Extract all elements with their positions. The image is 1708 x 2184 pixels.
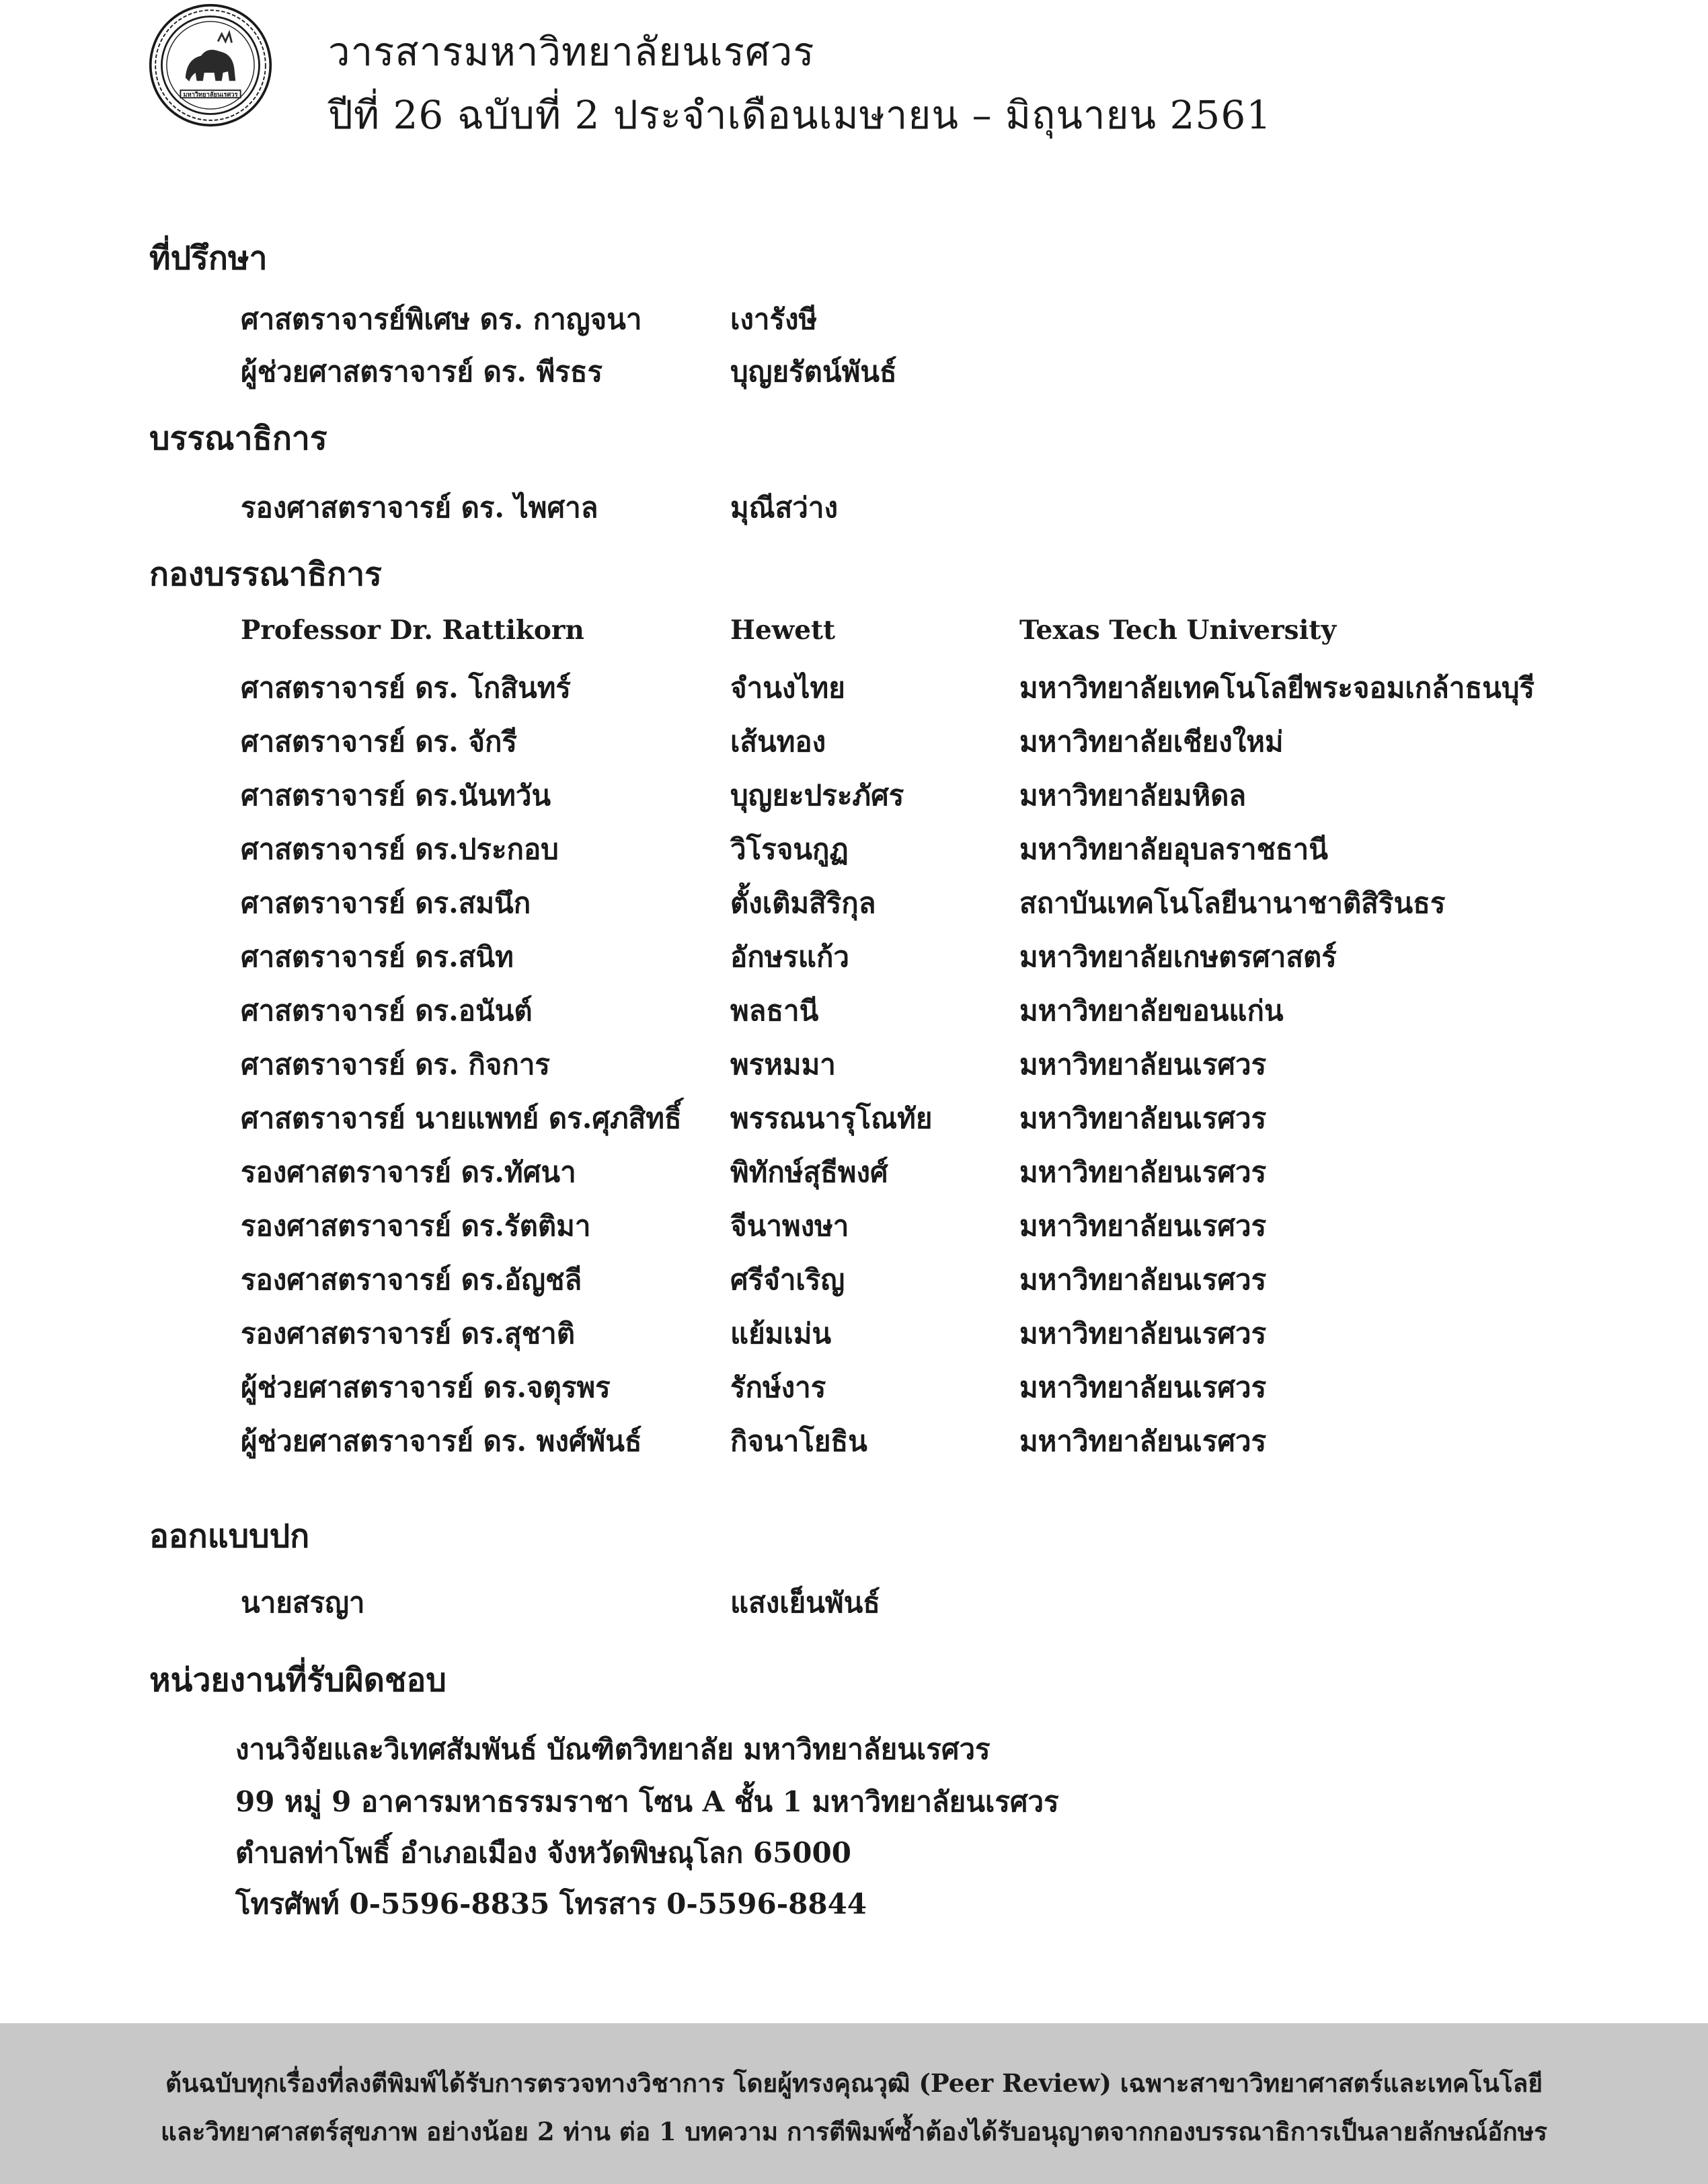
member-affiliation: มหาวิทยาลัยนเรศวร: [1019, 1371, 1267, 1404]
editor-heading: บรรณาธิการ: [149, 420, 327, 457]
member-surname: บุญยะประภัศร: [730, 779, 904, 812]
member-name: ศาสตราจารย์ ดร.สมนึก: [241, 887, 531, 919]
member-affiliation: มหาวิทยาลัยนเรศวร: [1019, 1048, 1267, 1081]
board-member-row: [0, 1419, 1708, 1460]
board-member-row: [0, 989, 1708, 1029]
editor-surname: มุณีสว่าง: [730, 491, 838, 524]
member-surname: พลธานี: [730, 994, 819, 1027]
board-member-row: [0, 1312, 1708, 1352]
member-name: รองศาสตราจารย์ ดร.ทัศนา: [241, 1156, 576, 1189]
member-name: ผู้ช่วยศาสตราจารย์ ดร. พงศ์พันธ์: [241, 1425, 642, 1458]
cover-designer-surname: แสงเย็นพันธ์: [730, 1586, 880, 1619]
member-affiliation: มหาวิทยาลัยนเรศวร: [1019, 1263, 1267, 1296]
board-member-row: [0, 881, 1708, 921]
member-name: ศาสตราจารย์ ดร. จักรี: [241, 725, 517, 758]
member-surname: พิทักษ์สุธีพงศ์: [730, 1156, 888, 1189]
contact-line: โทรศัพท์ 0-5596-8835 โทรสาร 0-5596-8844: [235, 1887, 867, 1920]
university-seal-icon: [148, 3, 273, 128]
member-surname: รักษ์งาร: [730, 1371, 826, 1404]
board-member-row: [0, 1365, 1708, 1406]
member-surname: ตั้งเติมสิริกุล: [730, 887, 876, 919]
board-member-row: [0, 666, 1708, 706]
member-surname: เส้นทอง: [730, 725, 826, 758]
member-surname: กิจนาโยธิน: [730, 1425, 867, 1458]
board-member-row: [0, 827, 1708, 868]
member-affiliation: Texas Tech University: [1019, 615, 1337, 646]
member-name: ศาสตราจารย์ นายแพทย์ ดร.ศุภสิทธิ์: [241, 1102, 682, 1135]
footer-note-line: และวิทยาศาสตร์สุขภาพ อย่างน้อย 2 ท่าน ต่อ 1 บทความ การตีพิมพ์ซ้ำต้องได้รับอนุญาตจากกองบรรณาธิการเป็นลายลักษณ์อักษร: [160, 2117, 1548, 2146]
member-surname: จำนงไทย: [730, 671, 845, 704]
member-surname: จีนาพงษา: [730, 1209, 849, 1242]
svg-text:มหาวิทยาลัยนเรศวร: มหาวิทยาลัยนเรศวร: [183, 91, 238, 99]
member-surname: วิโรจนกูฏ: [730, 833, 849, 866]
responsible-unit-heading: หน่วยงานที่รับผิดชอบ: [149, 1661, 447, 1699]
editor-row: [0, 486, 1708, 526]
member-name: ศาสตราจารย์ ดร.อนันต์: [241, 994, 533, 1027]
board-member-row: [0, 615, 1708, 655]
journal-issue: ปีที่ 26 ฉบับที่ 2 ประจำเดือนเมษายน – มิถุนายน 2561: [328, 92, 1272, 138]
advisor-name: ผู้ช่วยศาสตราจารย์ ดร. พีรธร: [241, 355, 603, 388]
member-surname: พรรณนารุโณทัย: [730, 1102, 933, 1135]
member-name: ศาสตราจารย์ ดร. โกสินทร์: [241, 671, 571, 704]
board-member-row: [0, 1150, 1708, 1191]
editor-name: รองศาสตราจารย์ ดร. ไพศาล: [241, 491, 598, 524]
member-surname: แย้มเม่น: [730, 1317, 832, 1350]
member-name: รองศาสตราจารย์ ดร.รัตติมา: [241, 1209, 591, 1242]
member-affiliation: สถาบันเทคโนโลยีนานาชาติสิรินธร: [1019, 887, 1446, 919]
member-affiliation: มหาวิทยาลัยนเรศวร: [1019, 1102, 1267, 1135]
member-surname: ศรีจำเริญ: [730, 1263, 845, 1296]
member-name: ศาสตราจารย์ ดร. กิจการ: [241, 1048, 550, 1081]
advisor-surname: เงารังษี: [730, 303, 818, 336]
cover-designer-name: นายสรญา: [241, 1586, 365, 1619]
board-member-row: [0, 1096, 1708, 1137]
board-member-row: [0, 1258, 1708, 1298]
member-affiliation: มหาวิทยาลัยเทคโนโลยีพระจอมเกล้าธนบุรี: [1019, 671, 1535, 704]
member-affiliation: มหาวิทยาลัยอุบลราชธานี: [1019, 833, 1328, 866]
board-member-row: [0, 1043, 1708, 1083]
member-affiliation: มหาวิทยาลัยขอนแก่น: [1019, 994, 1284, 1027]
member-surname: พรหมมา: [730, 1048, 836, 1081]
cover-design-heading: ออกแบบปก: [149, 1517, 310, 1555]
member-affiliation: มหาวิทยาลัยนเรศวร: [1019, 1317, 1267, 1350]
member-name: ศาสตราจารย์ ดร.นันทวัน: [241, 779, 551, 812]
advisor-row: [0, 350, 1708, 390]
board-member-row: [0, 720, 1708, 760]
advisor-surname: บุญยรัตน์พันธ์: [730, 355, 897, 388]
member-surname: อักษรแก้ว: [730, 940, 849, 973]
footer-band: [0, 2023, 1708, 2184]
address-line: ตำบลท่าโพธิ์ อำเภอเมือง จังหวัดพิษณุโลก 65000: [235, 1836, 851, 1869]
board-member-row: [0, 935, 1708, 975]
board-member-row: [0, 1204, 1708, 1244]
address-line: 99 หมู่ 9 อาคารมหาธรรมราชา โซน A ชั้น 1 มหาวิทยาลัยนเรศวร: [235, 1785, 1059, 1818]
footer-note-line: ต้นฉบับทุกเรื่องที่ลงตีพิมพ์ได้รับการตรวจทางวิชาการ โดยผู้ทรงคุณวุฒิ (Peer Review) เฉพาะสาขาวิทยาศาสตร์และเทคโนโลยี: [165, 2068, 1543, 2098]
member-affiliation: มหาวิทยาลัยนเรศวร: [1019, 1425, 1267, 1458]
advisor-row: [0, 297, 1708, 338]
advisor-name: ศาสตราจารย์พิเศษ ดร. กาญจนา: [241, 303, 642, 336]
member-name: ศาสตราจารย์ ดร.สนิท: [241, 940, 514, 973]
member-name: ผู้ช่วยศาสตราจารย์ ดร.จตุรพร: [241, 1371, 611, 1404]
member-name: รองศาสตราจารย์ ดร.สุชาติ: [241, 1317, 576, 1350]
member-affiliation: มหาวิทยาลัยเกษตรศาสตร์: [1019, 940, 1337, 973]
member-name: รองศาสตราจารย์ ดร.อัญชลี: [241, 1263, 582, 1296]
member-affiliation: มหาวิทยาลัยนเรศวร: [1019, 1209, 1267, 1242]
journal-name: วารสารมหาวิทยาลัยนเรศวร: [328, 29, 815, 75]
member-name: Professor Dr. Rattikorn: [241, 615, 584, 646]
editorial-board-heading: กองบรรณาธิการ: [149, 556, 382, 593]
address-line: งานวิจัยและวิเทศสัมพันธ์ บัณฑิตวิทยาลัย มหาวิทยาลัยนเรศวร: [235, 1733, 991, 1766]
board-member-row: [0, 774, 1708, 814]
member-name: ศาสตราจารย์ ดร.ประกอบ: [241, 833, 559, 866]
member-affiliation: มหาวิทยาลัยมหิดล: [1019, 779, 1247, 812]
cover-designer-row: [0, 1581, 1708, 1621]
member-affiliation: มหาวิทยาลัยเชียงใหม่: [1019, 725, 1284, 758]
advisors-heading: ที่ปรึกษา: [149, 239, 268, 277]
member-surname: Hewett: [730, 615, 836, 646]
member-affiliation: มหาวิทยาลัยนเรศวร: [1019, 1156, 1267, 1189]
